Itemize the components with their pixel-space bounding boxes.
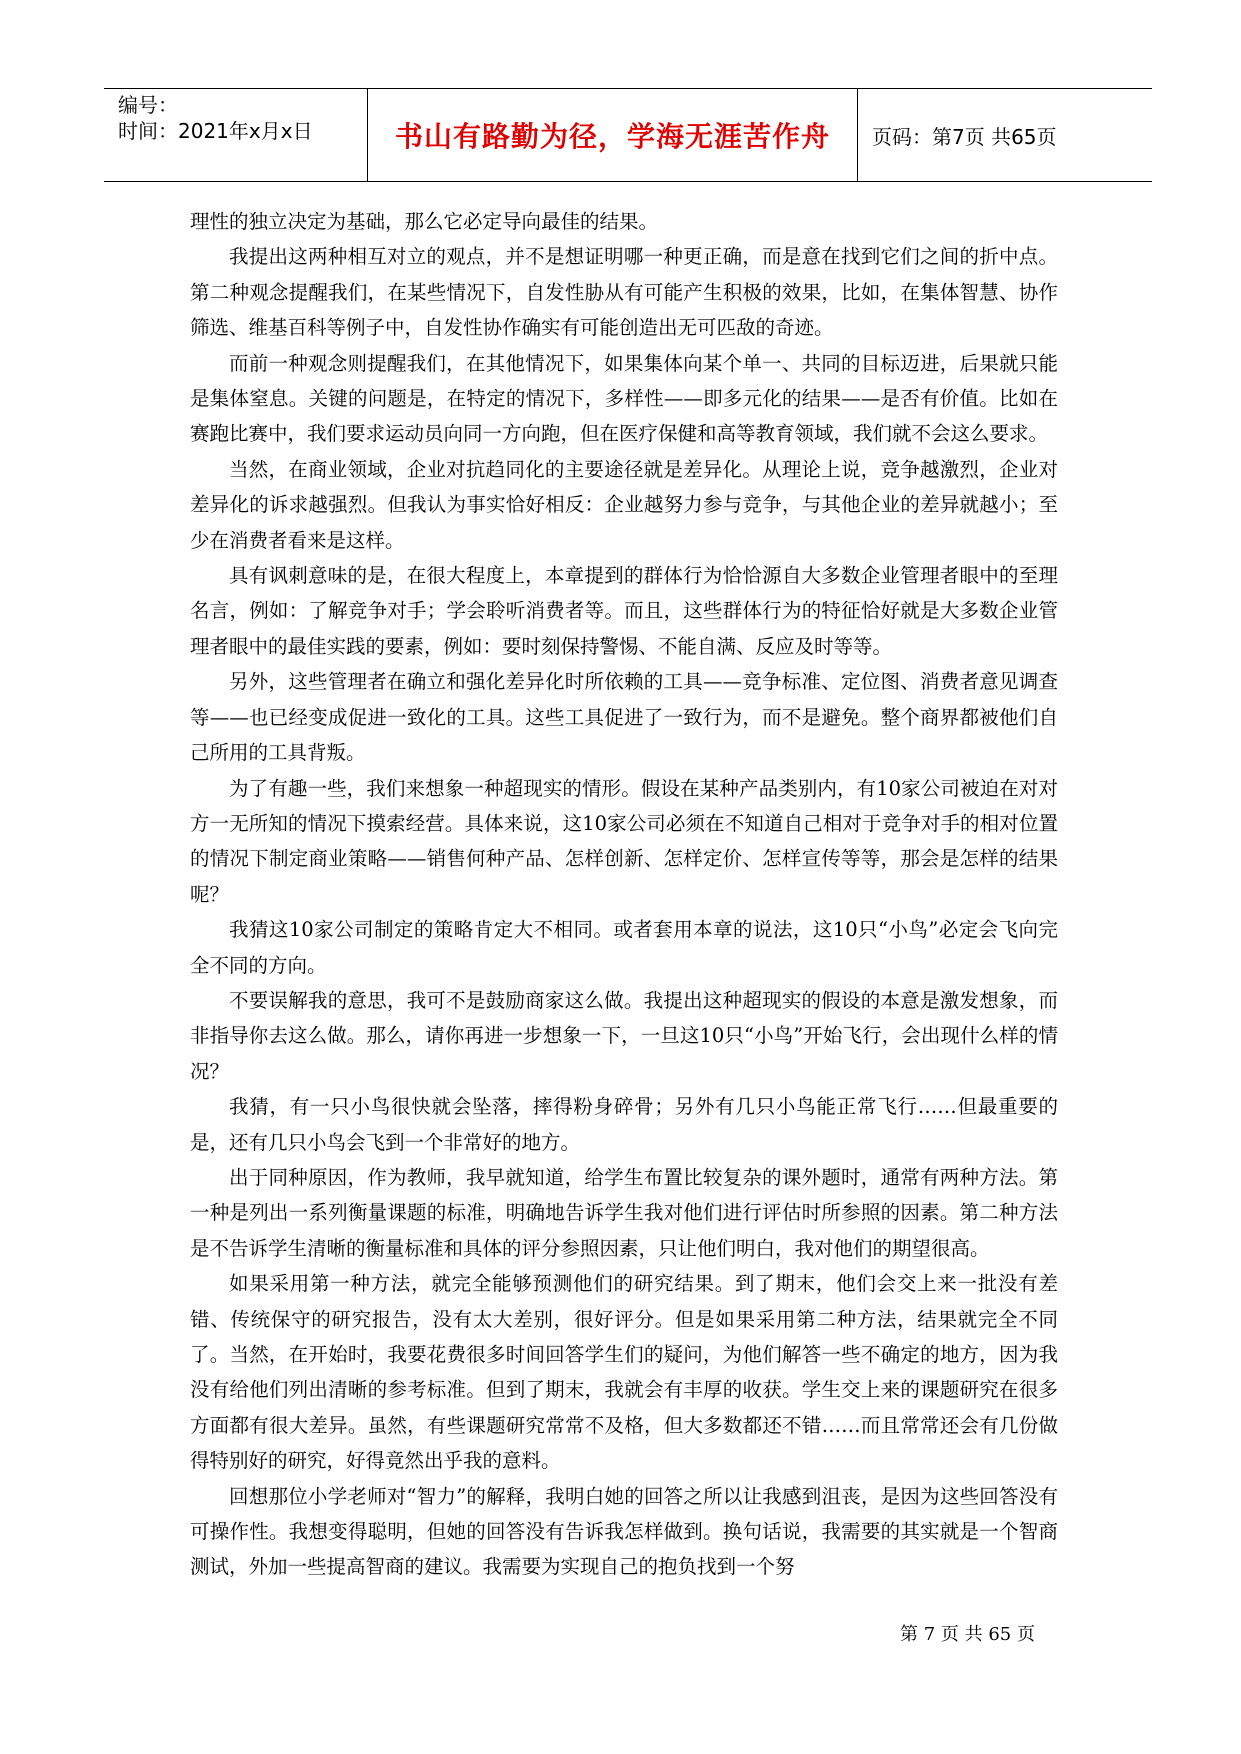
paragraph: 出于同种原因，作为教师，我早就知道，给学生布置比较复杂的课外题时，通常有两种方法。第一种是列出一系列衡量课题的标准，明确地告诉学生我对他们进行评估时所参照的因素。第二种方法是不告诉学生清晰的衡量标准和具体的评分参照因素，只让他们明白，我对他们的期望很高。 bbox=[190, 1165, 1058, 1260]
paragraph: 我猜，有一只小鸟很快就会坠落，摔得粉身碎骨；另外有几只小鸟能正常飞行……但最重要的是，还有几只小鸟会飞到一个非常好的地方。 bbox=[190, 1095, 1058, 1154]
header-motto: 书山有路勤为径，学海无涯苦作舟 bbox=[394, 120, 830, 153]
header-table bbox=[104, 88, 1152, 182]
header-left-cell bbox=[104, 89, 368, 181]
header-page-code: 页码：第7页 共65页 bbox=[872, 124, 1057, 149]
page-footer: 第 7 页 共 65 页 bbox=[900, 1624, 1035, 1645]
paragraph: 为了有趣一些，我们来想象一种超现实的情形。假设在某种产品类别内，有10家公司被迫在对对方一无所知的情况下摸索经营。具体来说，这10家公司必须在不知道自己相对于竞争对手的相对位置的情况下制定商业策略——销售何种产品、怎样创新、怎样定价、怎样宣传等等，那会是怎样的结果呢？ bbox=[190, 776, 1058, 906]
paragraph: 具有讽刺意味的是，在很大程度上，本章提到的群体行为恰恰源自大多数企业管理者眼中的至理名言，例如：了解竞争对手；学会聆听消费者等。而且，这些群体行为的特征恰好就是大多数企业管理者眼中的最佳实践的要素，例如：要时刻保持警惕、不能自满、反应及时等等。 bbox=[190, 564, 1058, 658]
document-number-label: 编号： bbox=[118, 93, 178, 117]
header-motto-cell bbox=[368, 89, 858, 181]
paragraph: 我猜这10家公司制定的策略肯定大不相同。或者套用本章的说法，这10只“小鸟”必定会飞向完全不同的方向。 bbox=[190, 918, 1058, 977]
paragraph: 我提出这两种相互对立的观点，并不是想证明哪一种更正确，而是意在找到它们之间的折中点。第二种观念提醒我们，在某些情况下，自发性胁从有可能产生积极的效果，比如，在集体智慧、协作筛选、维基百科等例子中，自发性协作确实有可能创造出无可匹敌的奇迹。 bbox=[190, 245, 1058, 340]
document-body bbox=[190, 204, 1058, 1585]
paragraph: 当然，在商业领域，企业对抗趋同化的主要途径就是差异化。从理论上说，竞争越激烈，企业对差异化的诉求越强烈。但我认为事实恰好相反：企业越努力参与竞争，与其他企业的差异就越小；至少在消费者看来是这样。 bbox=[190, 457, 1058, 552]
paragraph: 回想那位小学老师对“智力”的解释，我明白她的回答之所以让我感到沮丧，是因为这些回答没有可操作性。我想变得聪明，但她的回答没有告诉我怎样做到。换句话说，我需要的其实就是一个智商测试，外加一些提高智商的建议。我需要为实现自己的抱负找到一个努 bbox=[190, 1484, 1058, 1579]
paragraph: 理性的独立决定为基础，那么它必定导向最佳的结果。 bbox=[190, 210, 659, 233]
paragraph: 另外，这些管理者在确立和强化差异化时所依赖的工具——竞争标准、定位图、消费者意见调查等——也已经变成促进一致化的工具。这些工具促进了一致行为，而不是避免。整个商界都被他们自己所用的工具背叛。 bbox=[190, 670, 1058, 765]
document-time-label: 时间：2021年x月x日 bbox=[118, 119, 313, 143]
paragraph: 而前一种观念则提醒我们，在其他情况下，如果集体向某个单一、共同的目标迈进，后果就只能是集体窒息。关键的问题是，在特定的情况下，多样性——即多元化的结果——是否有价值。比如在赛跑比赛中，我们要求运动员向同一方向跑，但在医疗保健和高等教育领域，我们就不会这么要求。 bbox=[190, 351, 1058, 446]
paragraph: 不要误解我的意思，我可不是鼓励商家这么做。我提出这种超现实的假设的本意是激发想象，而非指导你去这么做。那么，请你再进一步想象一下，一旦这10只“小鸟”开始飞行，会出现什么样的情况？ bbox=[190, 988, 1058, 1083]
header-page-cell bbox=[858, 89, 1152, 181]
paragraph: 如果采用第一种方法，就完全能够预测他们的研究结果。到了期末，他们会交上来一批没有差错、传统保守的研究报告，没有太大差别，很好评分。但是如果采用第二种方法，结果就完全不同了。当然，在开始时，我要花费很多时间回答学生们的疑问，为他们解答一些不确定的地方，因为我没有给他们列出清晰的参考标准。但到了期末，我就会有丰厚的收获。学生交上来的课题研究在很多方面都有很大差异。虽然，有些课题研究常常不及格，但大多数都还不错……而且常常还会有几份做得特别好的研究，好得竟然出乎我的意料。 bbox=[190, 1272, 1058, 1473]
